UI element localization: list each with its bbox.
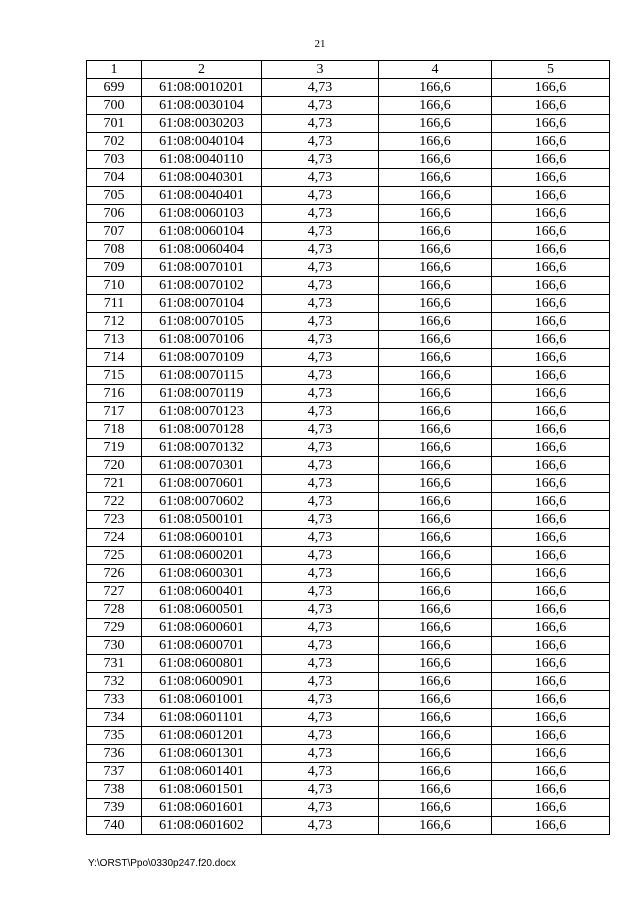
value-5-cell: 166,6: [492, 223, 610, 241]
value-3-cell: 4,73: [262, 457, 379, 475]
row-number-cell: 702: [87, 133, 142, 151]
value-5-cell: 166,6: [492, 349, 610, 367]
cadastral-number-cell: 61:08:0601401: [142, 763, 262, 781]
cadastral-number-cell: 61:08:0600401: [142, 583, 262, 601]
cadastral-number-cell: 61:08:0030203: [142, 115, 262, 133]
value-5-cell: 166,6: [492, 367, 610, 385]
table-row: [87, 745, 610, 763]
table-row: [87, 781, 610, 799]
row-number-cell: 730: [87, 637, 142, 655]
row-number-cell: 718: [87, 421, 142, 439]
table-row: [87, 601, 610, 619]
value-4-cell: 166,6: [379, 421, 492, 439]
row-number-cell: 719: [87, 439, 142, 457]
value-3-cell: 4,73: [262, 151, 379, 169]
cadastral-number-cell: 61:08:0030104: [142, 97, 262, 115]
cadastral-number-cell: 61:08:0070301: [142, 457, 262, 475]
value-3-cell: 4,73: [262, 637, 379, 655]
column-header-5: 5: [492, 61, 610, 79]
value-3-cell: 4,73: [262, 295, 379, 313]
table-row: [87, 187, 610, 205]
value-4-cell: 166,6: [379, 475, 492, 493]
value-5-cell: 166,6: [492, 151, 610, 169]
value-4-cell: 166,6: [379, 259, 492, 277]
value-3-cell: 4,73: [262, 79, 379, 97]
value-4-cell: 166,6: [379, 97, 492, 115]
cadastral-number-cell: 61:08:0601101: [142, 709, 262, 727]
value-5-cell: 166,6: [492, 295, 610, 313]
cadastral-number-cell: 61:08:0600601: [142, 619, 262, 637]
cadastral-number-cell: 61:08:0060103: [142, 205, 262, 223]
value-3-cell: 4,73: [262, 241, 379, 259]
value-3-cell: 4,73: [262, 673, 379, 691]
cadastral-number-cell: 61:08:0601201: [142, 727, 262, 745]
value-3-cell: 4,73: [262, 799, 379, 817]
value-5-cell: 166,6: [492, 97, 610, 115]
value-4-cell: 166,6: [379, 133, 492, 151]
value-4-cell: 166,6: [379, 565, 492, 583]
value-4-cell: 166,6: [379, 403, 492, 421]
value-3-cell: 4,73: [262, 727, 379, 745]
value-5-cell: 166,6: [492, 763, 610, 781]
value-5-cell: 166,6: [492, 439, 610, 457]
row-number-cell: 734: [87, 709, 142, 727]
value-3-cell: 4,73: [262, 709, 379, 727]
table-row: [87, 349, 610, 367]
value-5-cell: 166,6: [492, 493, 610, 511]
row-number-cell: 717: [87, 403, 142, 421]
table-row: [87, 259, 610, 277]
cadastral-number-cell: 61:08:0070601: [142, 475, 262, 493]
cadastral-number-cell: 61:08:0040401: [142, 187, 262, 205]
table-row: [87, 313, 610, 331]
row-number-cell: 720: [87, 457, 142, 475]
page-number: 21: [314, 38, 326, 50]
value-4-cell: 166,6: [379, 619, 492, 637]
cadastral-number-cell: 61:08:0601301: [142, 745, 262, 763]
value-5-cell: 166,6: [492, 313, 610, 331]
table-row: [87, 277, 610, 295]
value-3-cell: 4,73: [262, 349, 379, 367]
value-4-cell: 166,6: [379, 223, 492, 241]
value-4-cell: 166,6: [379, 601, 492, 619]
row-number-cell: 721: [87, 475, 142, 493]
table-row: [87, 79, 610, 97]
value-5-cell: 166,6: [492, 583, 610, 601]
cadastral-number-cell: 61:08:0600301: [142, 565, 262, 583]
data-table: [86, 60, 610, 835]
row-number-cell: 727: [87, 583, 142, 601]
value-3-cell: 4,73: [262, 601, 379, 619]
row-number-cell: 723: [87, 511, 142, 529]
table-row: [87, 169, 610, 187]
table-row: [87, 115, 610, 133]
value-5-cell: 166,6: [492, 691, 610, 709]
value-4-cell: 166,6: [379, 79, 492, 97]
value-4-cell: 166,6: [379, 493, 492, 511]
cadastral-number-cell: 61:08:0600501: [142, 601, 262, 619]
row-number-cell: 703: [87, 151, 142, 169]
value-5-cell: 166,6: [492, 709, 610, 727]
value-4-cell: 166,6: [379, 709, 492, 727]
table-row: [87, 565, 610, 583]
value-3-cell: 4,73: [262, 817, 379, 835]
table-row: [87, 367, 610, 385]
value-4-cell: 166,6: [379, 817, 492, 835]
cadastral-number-cell: 61:08:0070115: [142, 367, 262, 385]
row-number-cell: 722: [87, 493, 142, 511]
cadastral-number-cell: 61:08:0600901: [142, 673, 262, 691]
value-3-cell: 4,73: [262, 691, 379, 709]
row-number-cell: 724: [87, 529, 142, 547]
row-number-cell: 700: [87, 97, 142, 115]
value-5-cell: 166,6: [492, 385, 610, 403]
value-4-cell: 166,6: [379, 763, 492, 781]
value-4-cell: 166,6: [379, 295, 492, 313]
value-4-cell: 166,6: [379, 205, 492, 223]
cadastral-number-cell: 61:08:0070128: [142, 421, 262, 439]
cadastral-number-cell: 61:08:0601602: [142, 817, 262, 835]
table-row: [87, 421, 610, 439]
value-5-cell: 166,6: [492, 799, 610, 817]
value-3-cell: 4,73: [262, 97, 379, 115]
value-5-cell: 166,6: [492, 187, 610, 205]
value-4-cell: 166,6: [379, 367, 492, 385]
row-number-cell: 726: [87, 565, 142, 583]
table-row: [87, 151, 610, 169]
value-5-cell: 166,6: [492, 745, 610, 763]
value-3-cell: 4,73: [262, 619, 379, 637]
value-4-cell: 166,6: [379, 655, 492, 673]
value-4-cell: 166,6: [379, 529, 492, 547]
value-4-cell: 166,6: [379, 457, 492, 475]
table-row: [87, 529, 610, 547]
value-3-cell: 4,73: [262, 169, 379, 187]
table-row: [87, 331, 610, 349]
value-4-cell: 166,6: [379, 637, 492, 655]
table-row: [87, 133, 610, 151]
value-3-cell: 4,73: [262, 565, 379, 583]
row-number-cell: 715: [87, 367, 142, 385]
value-3-cell: 4,73: [262, 277, 379, 295]
cadastral-number-cell: 61:08:0600701: [142, 637, 262, 655]
value-3-cell: 4,73: [262, 745, 379, 763]
value-4-cell: 166,6: [379, 439, 492, 457]
value-3-cell: 4,73: [262, 259, 379, 277]
value-4-cell: 166,6: [379, 745, 492, 763]
row-number-cell: 733: [87, 691, 142, 709]
table-row: [87, 583, 610, 601]
cadastral-number-cell: 61:08:0010201: [142, 79, 262, 97]
value-4-cell: 166,6: [379, 169, 492, 187]
value-4-cell: 166,6: [379, 151, 492, 169]
table-header-row: [87, 61, 610, 79]
table-row: [87, 799, 610, 817]
cadastral-number-cell: 61:08:0070109: [142, 349, 262, 367]
table-row: [87, 619, 610, 637]
table-body: [87, 79, 610, 835]
cadastral-number-cell: 61:08:0070102: [142, 277, 262, 295]
column-header-2: 2: [142, 61, 262, 79]
value-3-cell: 4,73: [262, 313, 379, 331]
value-4-cell: 166,6: [379, 115, 492, 133]
value-4-cell: 166,6: [379, 781, 492, 799]
table-row: [87, 511, 610, 529]
value-3-cell: 4,73: [262, 205, 379, 223]
table-row: [87, 223, 610, 241]
row-number-cell: 738: [87, 781, 142, 799]
column-header-4: 4: [379, 61, 492, 79]
value-5-cell: 166,6: [492, 547, 610, 565]
value-4-cell: 166,6: [379, 799, 492, 817]
value-3-cell: 4,73: [262, 421, 379, 439]
table-row: [87, 763, 610, 781]
table-row: [87, 673, 610, 691]
value-5-cell: 166,6: [492, 133, 610, 151]
table-row: [87, 655, 610, 673]
cadastral-number-cell: 61:08:0040110: [142, 151, 262, 169]
value-3-cell: 4,73: [262, 385, 379, 403]
cadastral-number-cell: 61:08:0070101: [142, 259, 262, 277]
value-5-cell: 166,6: [492, 727, 610, 745]
value-4-cell: 166,6: [379, 727, 492, 745]
footer-file-path: Y:\ORST\Ppo\0330p247.f20.docx: [88, 858, 236, 869]
value-4-cell: 166,6: [379, 331, 492, 349]
table-row: [87, 691, 610, 709]
value-5-cell: 166,6: [492, 277, 610, 295]
cadastral-number-cell: 61:08:0500101: [142, 511, 262, 529]
cadastral-number-cell: 61:08:0070119: [142, 385, 262, 403]
row-number-cell: 699: [87, 79, 142, 97]
cadastral-number-cell: 61:08:0070105: [142, 313, 262, 331]
value-4-cell: 166,6: [379, 313, 492, 331]
value-4-cell: 166,6: [379, 673, 492, 691]
value-3-cell: 4,73: [262, 331, 379, 349]
table-row: [87, 439, 610, 457]
row-number-cell: 735: [87, 727, 142, 745]
row-number-cell: 706: [87, 205, 142, 223]
value-3-cell: 4,73: [262, 187, 379, 205]
table-row: [87, 295, 610, 313]
value-5-cell: 166,6: [492, 331, 610, 349]
value-4-cell: 166,6: [379, 583, 492, 601]
value-5-cell: 166,6: [492, 817, 610, 835]
value-3-cell: 4,73: [262, 583, 379, 601]
table-row: [87, 403, 610, 421]
row-number-cell: 713: [87, 331, 142, 349]
row-number-cell: 732: [87, 673, 142, 691]
cadastral-number-cell: 61:08:0060104: [142, 223, 262, 241]
value-4-cell: 166,6: [379, 385, 492, 403]
value-5-cell: 166,6: [492, 781, 610, 799]
cadastral-number-cell: 61:08:0070602: [142, 493, 262, 511]
value-5-cell: 166,6: [492, 673, 610, 691]
cadastral-number-cell: 61:08:0040104: [142, 133, 262, 151]
table-row: [87, 709, 610, 727]
value-5-cell: 166,6: [492, 169, 610, 187]
value-3-cell: 4,73: [262, 655, 379, 673]
cadastral-number-cell: 61:08:0070132: [142, 439, 262, 457]
cadastral-number-cell: 61:08:0601501: [142, 781, 262, 799]
value-3-cell: 4,73: [262, 529, 379, 547]
value-5-cell: 166,6: [492, 565, 610, 583]
value-5-cell: 166,6: [492, 529, 610, 547]
table-row: [87, 97, 610, 115]
row-number-cell: 739: [87, 799, 142, 817]
value-3-cell: 4,73: [262, 133, 379, 151]
value-4-cell: 166,6: [379, 277, 492, 295]
row-number-cell: 710: [87, 277, 142, 295]
value-3-cell: 4,73: [262, 547, 379, 565]
cadastral-number-cell: 61:08:0601001: [142, 691, 262, 709]
cadastral-number-cell: 61:08:0600801: [142, 655, 262, 673]
value-5-cell: 166,6: [492, 475, 610, 493]
row-number-cell: 736: [87, 745, 142, 763]
table-row: [87, 493, 610, 511]
value-5-cell: 166,6: [492, 619, 610, 637]
row-number-cell: 705: [87, 187, 142, 205]
value-4-cell: 166,6: [379, 241, 492, 259]
cadastral-number-cell: 61:08:0060404: [142, 241, 262, 259]
value-5-cell: 166,6: [492, 403, 610, 421]
value-4-cell: 166,6: [379, 511, 492, 529]
cadastral-number-cell: 61:08:0070106: [142, 331, 262, 349]
cadastral-number-cell: 61:08:0600101: [142, 529, 262, 547]
value-5-cell: 166,6: [492, 655, 610, 673]
table-row: [87, 475, 610, 493]
value-3-cell: 4,73: [262, 475, 379, 493]
value-3-cell: 4,73: [262, 403, 379, 421]
column-header-1: 1: [87, 61, 142, 79]
cadastral-number-cell: 61:08:0040301: [142, 169, 262, 187]
value-3-cell: 4,73: [262, 115, 379, 133]
value-3-cell: 4,73: [262, 781, 379, 799]
value-3-cell: 4,73: [262, 763, 379, 781]
row-number-cell: 716: [87, 385, 142, 403]
value-4-cell: 166,6: [379, 187, 492, 205]
column-header-3: 3: [262, 61, 379, 79]
table-row: [87, 637, 610, 655]
row-number-cell: 701: [87, 115, 142, 133]
row-number-cell: 707: [87, 223, 142, 241]
value-5-cell: 166,6: [492, 421, 610, 439]
value-4-cell: 166,6: [379, 691, 492, 709]
value-4-cell: 166,6: [379, 547, 492, 565]
row-number-cell: 725: [87, 547, 142, 565]
table-row: [87, 457, 610, 475]
value-5-cell: 166,6: [492, 259, 610, 277]
row-number-cell: 708: [87, 241, 142, 259]
row-number-cell: 704: [87, 169, 142, 187]
table-row: [87, 547, 610, 565]
row-number-cell: 729: [87, 619, 142, 637]
value-5-cell: 166,6: [492, 79, 610, 97]
row-number-cell: 728: [87, 601, 142, 619]
value-5-cell: 166,6: [492, 205, 610, 223]
value-5-cell: 166,6: [492, 601, 610, 619]
value-5-cell: 166,6: [492, 511, 610, 529]
table-row: [87, 241, 610, 259]
row-number-cell: 712: [87, 313, 142, 331]
value-3-cell: 4,73: [262, 223, 379, 241]
cadastral-number-cell: 61:08:0070104: [142, 295, 262, 313]
value-5-cell: 166,6: [492, 457, 610, 475]
row-number-cell: 709: [87, 259, 142, 277]
value-3-cell: 4,73: [262, 511, 379, 529]
value-3-cell: 4,73: [262, 493, 379, 511]
table-row: [87, 385, 610, 403]
cadastral-number-cell: 61:08:0600201: [142, 547, 262, 565]
row-number-cell: 740: [87, 817, 142, 835]
cadastral-number-cell: 61:08:0070123: [142, 403, 262, 421]
value-3-cell: 4,73: [262, 439, 379, 457]
table-row: [87, 817, 610, 835]
value-5-cell: 166,6: [492, 115, 610, 133]
value-5-cell: 166,6: [492, 241, 610, 259]
value-3-cell: 4,73: [262, 367, 379, 385]
value-4-cell: 166,6: [379, 349, 492, 367]
row-number-cell: 711: [87, 295, 142, 313]
value-5-cell: 166,6: [492, 637, 610, 655]
row-number-cell: 714: [87, 349, 142, 367]
table-row: [87, 205, 610, 223]
table-row: [87, 727, 610, 745]
row-number-cell: 731: [87, 655, 142, 673]
cadastral-number-cell: 61:08:0601601: [142, 799, 262, 817]
row-number-cell: 737: [87, 763, 142, 781]
